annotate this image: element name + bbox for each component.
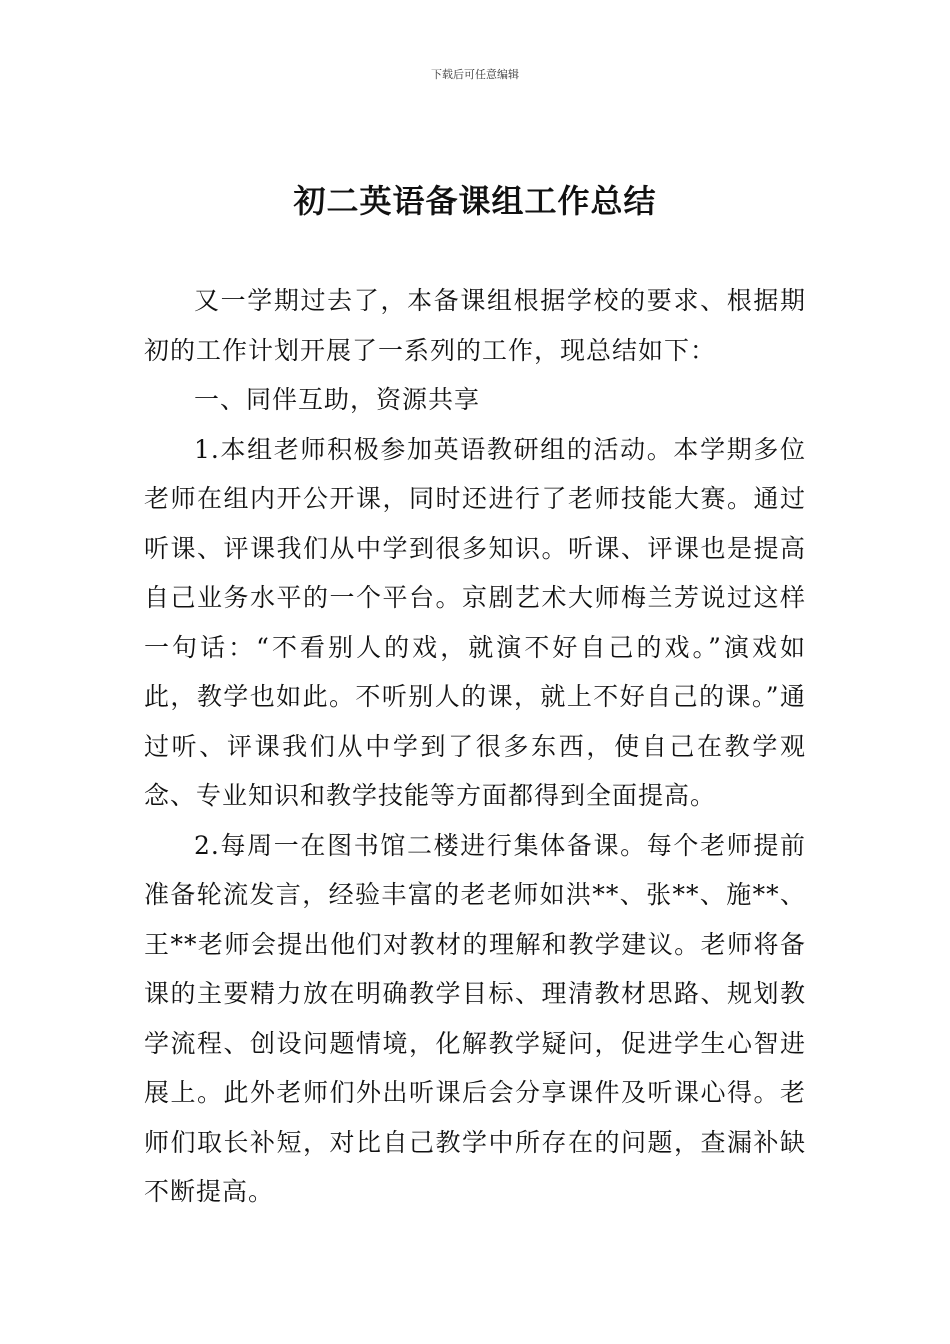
- document-title: 初二英语备课组工作总结: [293, 182, 657, 220]
- paragraph-item-2: 2.每周一在图书馆二楼进行集体备课。每个老师提前准备轮流发言，经验丰富的老老师如洪**、张**、施**、王**老师会提出他们对教材的理解和教学建议。老师将备课的主要精力放在明确教学目标、理清教材思路、规划教学流程、创设问题情境，化解教学疑问，促进学生心智进展上。此外老师们外出听课后会分享课件及听课心得。老师们取长补短，对比自己教学中所存在的问题，查漏补缺不断提高。: [144, 830, 806, 1206]
- section-heading: 一、同伴互助，资源共享: [194, 385, 481, 414]
- document-body: [144, 276, 806, 1217]
- paragraph-item-1: 1.本组老师积极参加英语教研组的活动。本学期多位老师在组内开公开课，同时还进行了老师技能大赛。通过听课、评课我们从中学到很多知识。听课、评课也是提高自己业务水平的一个平台。京剧艺术大师梅兰芳说过这样一句话：“不看别人的戏，就演不好自己的戏。”演戏如此，教学也如此。不听别人的课，就上不好自己的课。”通过听、评课我们从中学到了很多东西，使自己在教学观念、专业知识和教学技能等方面都得到全面提高。: [144, 434, 806, 810]
- paragraph-intro: 又一学期过去了，本备课组根据学校的要求、根据期初的工作计划开展了一系列的工作，现总结如下：: [144, 286, 806, 365]
- header-note: 下载后可任意编辑: [431, 68, 519, 81]
